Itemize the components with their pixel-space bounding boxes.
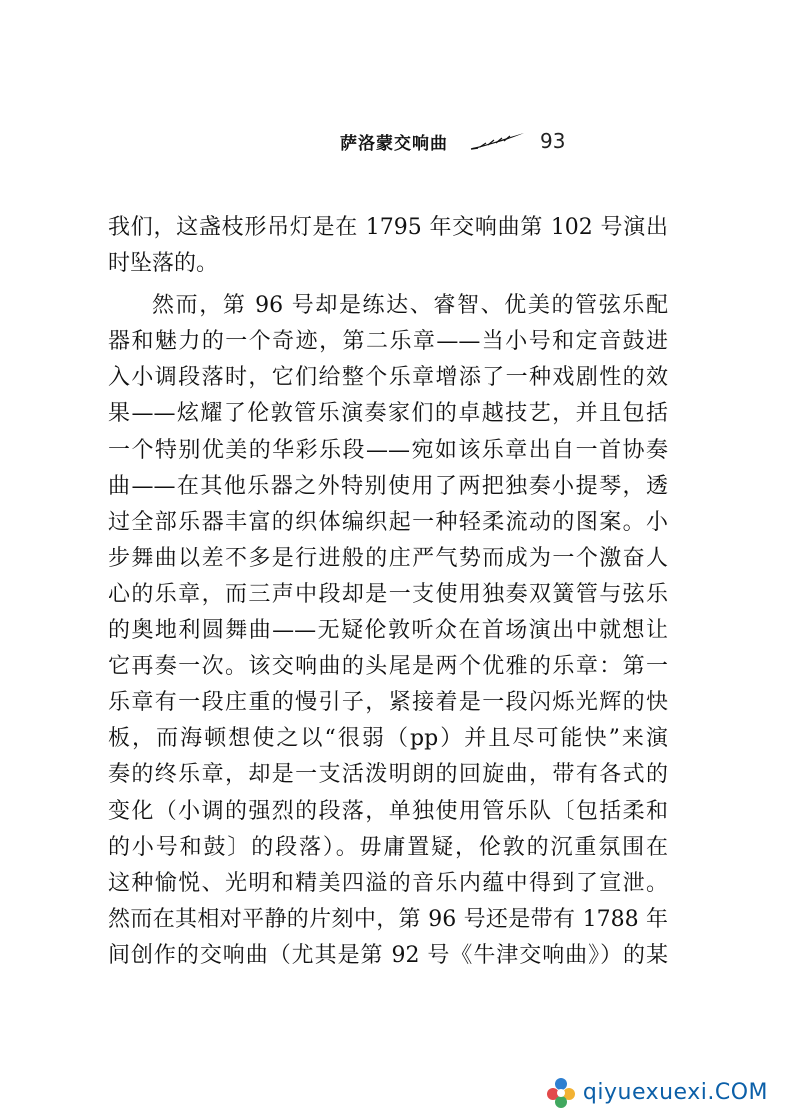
text-line: 器和魅力的一个奇迹，第二乐章——当小号和定音鼓进 bbox=[108, 329, 668, 355]
text-line: 然而，第 96 号却是练达、睿智、优美的管弦乐配 bbox=[152, 293, 668, 319]
text-line: 一个特别优美的华彩乐段——宛如该乐章出自一首协奏 bbox=[108, 437, 668, 463]
quill-ornament-icon bbox=[470, 131, 526, 151]
flower-logo-icon bbox=[543, 1074, 579, 1110]
text-line: 我们，这盏枝形吊灯是在 1795 年交响曲第 102 号演出 bbox=[108, 215, 668, 240]
text-line: 过全部乐器丰富的织体编织起一种轻柔流动的图案。小 bbox=[108, 509, 668, 535]
text-line: 曲——在其他乐器之外特别使用了两把独奏小提琴，透 bbox=[108, 473, 668, 499]
text-line: 时坠落的。 bbox=[108, 251, 219, 277]
text-line: 它再奏一次。该交响曲的头尾是两个优雅的乐章：第一 bbox=[108, 654, 668, 680]
text-line: 奏的终乐章，却是一支活泼明朗的回旋曲，带有各式的 bbox=[108, 762, 668, 788]
text-line: 这种愉悦、光明和精美四溢的音乐内蕴中得到了宣泄。 bbox=[108, 870, 668, 896]
text-line: 然而在其相对平静的片刻中，第 96 号还是带有 1788 年 bbox=[108, 906, 668, 932]
text-line: 的小号和鼓〕的段落）。毋庸置疑，伦敦的沉重氛围在 bbox=[108, 834, 668, 860]
page-number: 93 bbox=[540, 129, 566, 153]
text-line: 板，而海顿想使之以“很弱（pp）并且尽可能快”来演 bbox=[108, 726, 668, 752]
text-line: 步舞曲以差不多是行进般的庄严气势而成为一个激奋人 bbox=[108, 545, 668, 571]
text-line: 的奥地利圆舞曲——无疑伦敦听众在首场演出中就想让 bbox=[108, 618, 668, 644]
body-text bbox=[108, 210, 668, 974]
text-line: 果——炫耀了伦敦管乐演奏家们的卓越技艺，并且包括 bbox=[108, 401, 668, 427]
text-line: 间创作的交响曲（尤其是第 92 号《牛津交响曲》）的某 bbox=[108, 942, 668, 968]
text-line: 变化（小调的强烈的段落，单独使用管乐队〔包括柔和 bbox=[108, 798, 668, 824]
paragraph-1 bbox=[108, 210, 668, 282]
text-line: 心的乐章，而三声中段却是一支使用独奏双簧管与弦乐 bbox=[108, 581, 668, 607]
text-line: 乐章有一段庄重的慢引子，紧接着是一段闪烁光辉的快 bbox=[108, 690, 668, 716]
watermark-text: qiyuexuexi.COM bbox=[582, 1079, 768, 1105]
paragraph-2 bbox=[108, 288, 668, 974]
site-watermark bbox=[543, 1074, 768, 1110]
text-line: 入小调段落时，它们给整个乐章增添了一种戏剧性的效 bbox=[108, 365, 668, 391]
running-head bbox=[340, 124, 670, 158]
running-head-title: 萨洛蒙交响曲 bbox=[340, 133, 448, 154]
